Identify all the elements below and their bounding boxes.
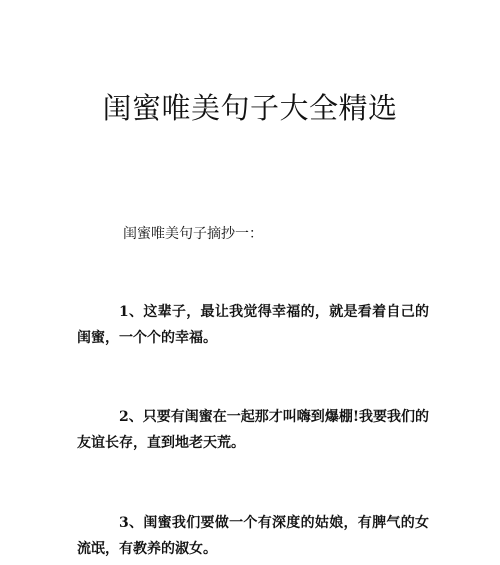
paragraph-1: 1、这辈子，最让我觉得幸福的，就是看着自己的闺蜜，一个个的幸福。 — [77, 304, 429, 346]
paragraph-2: 2、只要有闺蜜在一起那才叫嗨到爆棚!我要我们的友谊长存，直到地老天荒。 — [77, 409, 429, 451]
paragraph-3: 3、闺蜜我们要做一个有深度的姑娘，有脾气的女流氓，有教养的淑女。 — [77, 515, 429, 557]
section-subheading: 闺蜜唯美句子摘抄一： — [123, 226, 263, 242]
document-title: 闺蜜唯美句子大全精选 — [102, 91, 398, 125]
